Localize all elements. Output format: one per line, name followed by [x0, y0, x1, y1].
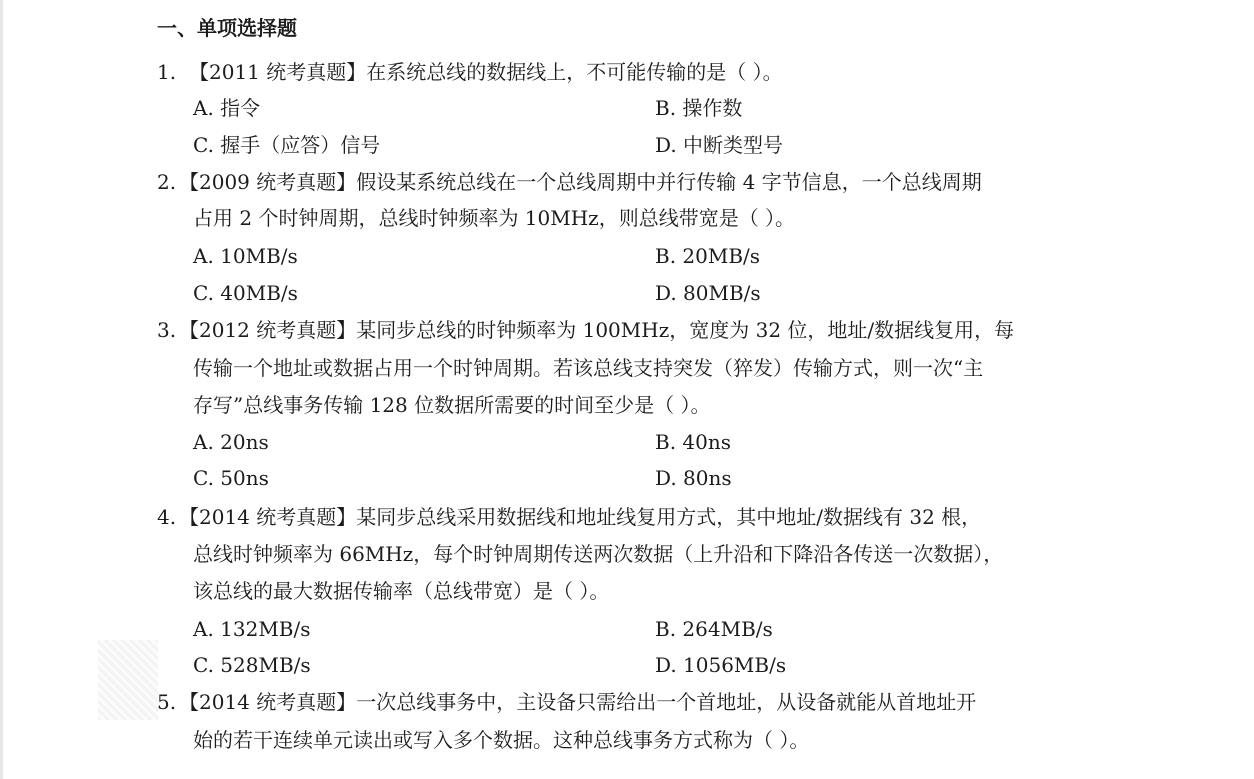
question-4-option-b: B. 264MB/s	[655, 617, 773, 641]
question-4-text-line-3: 该总线的最大数据传输率（总线带宽）是（ ）。	[193, 579, 610, 603]
question-3-option-c: C. 50ns	[193, 466, 269, 490]
question-2-option-b: B. 20MB/s	[655, 244, 761, 268]
question-2-option-c: C. 40MB/s	[193, 281, 298, 305]
question-1-option-d: D. 中断类型号	[655, 133, 784, 157]
question-1-option-c: C. 握手（应答）信号	[193, 133, 381, 157]
question-2-option-a: A. 10MB/s	[193, 244, 298, 268]
question-3-option-d: D. 80ns	[655, 466, 732, 490]
question-4-text-line-2: 总线时钟频率为 66MHz，每个时钟周期传送两次数据（上升沿和下降沿各传送一次数据），	[193, 542, 1004, 566]
section-title: 一、单项选择题	[157, 16, 297, 40]
question-1-number: 1.	[157, 60, 177, 84]
question-2-text-line-2: 占用 2 个时钟周期，总线时钟频率为 10MHz，则总线带宽是（ ）。	[193, 206, 796, 230]
question-5-text-line-2: 始的若干连续单元读出或写入多个数据。这种总线事务方式称为（ ）。	[193, 728, 810, 752]
question-5-number: 5.	[157, 690, 177, 714]
question-5-text-line-1: 【2014 统考真题】一次总线事务中，主设备只需给出一个首地址，从设备就能从首地址开	[179, 690, 977, 714]
question-3-text-line-1: 【2012 统考真题】某同步总线的时钟频率为 100MHz，宽度为 32 位，地址/数据线复用，每	[179, 318, 1015, 342]
question-3-number: 3.	[157, 318, 177, 342]
question-4-text-line-1: 【2014 统考真题】某同步总线采用数据线和地址线复用方式，其中地址/数据线有 32 根，	[179, 505, 982, 529]
question-4-number: 4.	[157, 505, 177, 529]
question-2-text-line-1: 【2009 统考真题】假设某系统总线在一个总线周期中并行传输 4 字节信息，一个总线周期	[179, 170, 982, 194]
question-1-option-b: B. 操作数	[655, 96, 743, 120]
question-2-number: 2.	[157, 170, 177, 194]
question-2-option-d: D. 80MB/s	[655, 281, 761, 305]
question-1-text: 【2011 统考真题】在系统总线的数据线上，不可能传输的是（ ）。	[189, 60, 783, 84]
question-3-text-line-2: 传输一个地址或数据占用一个时钟周期。若该总线支持突发（猝发）传输方式，则一次“主	[193, 356, 984, 380]
question-4-option-a: A. 132MB/s	[193, 617, 311, 641]
question-3-option-a: A. 20ns	[193, 430, 269, 454]
question-3-option-b: B. 40ns	[655, 430, 732, 454]
question-4-option-c: C. 528MB/s	[193, 653, 311, 677]
question-1-option-a: A. 指令	[193, 96, 261, 120]
question-3-text-line-3: 存写”总线事务传输 128 位数据所需要的时间至少是（ ）。	[193, 393, 711, 417]
question-4-option-d: D. 1056MB/s	[655, 653, 787, 677]
